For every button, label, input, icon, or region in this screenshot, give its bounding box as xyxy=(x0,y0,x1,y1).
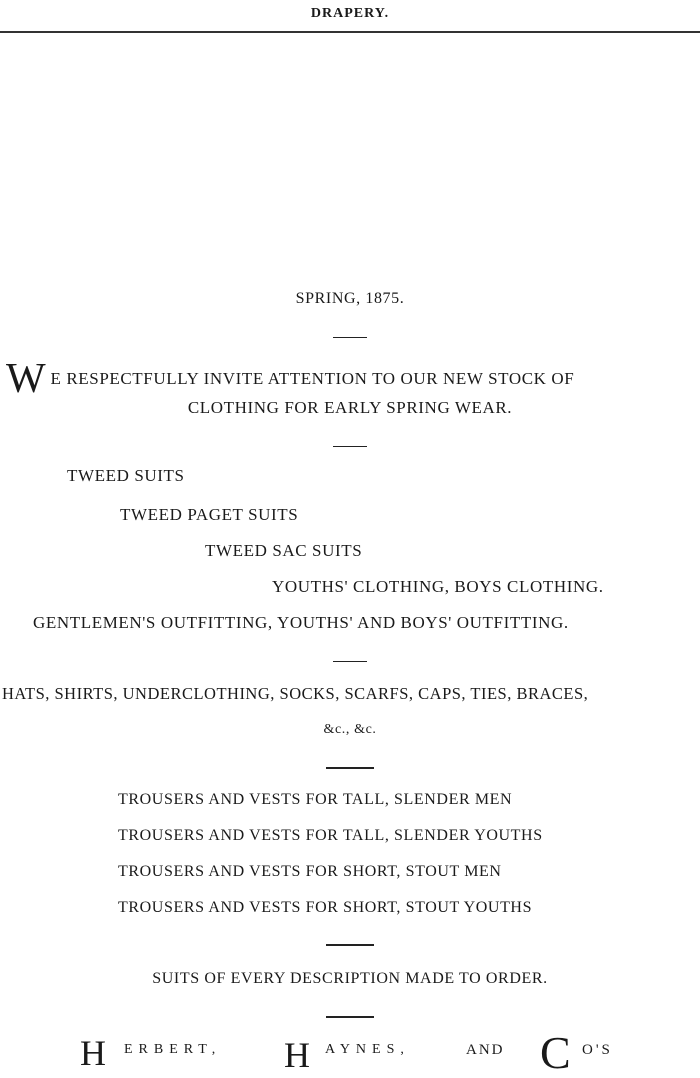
item-tweed-paget-suits: TWEED PAGET SUITS xyxy=(120,505,299,524)
section-title: DRAPERY. xyxy=(310,6,390,21)
etc-line: &c., &c. xyxy=(323,722,377,737)
firm-initial-h: H xyxy=(80,1033,106,1073)
intro-line-2: CLOTHING FOR EARLY SPRING WEAR. xyxy=(187,398,513,417)
firm-word-and: AND xyxy=(466,1042,505,1058)
firm-word-herbert: ERBERT, xyxy=(124,1042,222,1057)
divider-long xyxy=(326,767,374,769)
divider-short xyxy=(333,446,367,447)
divider-long xyxy=(326,944,374,946)
item-youths-clothing: YOUTHS' CLOTHING, BOYS CLOTHING. xyxy=(272,577,604,596)
firm-word-cos: O'S xyxy=(582,1042,613,1058)
divider-short xyxy=(333,337,367,338)
trousers-line: TROUSERS AND VESTS FOR TALL, SLENDER YOUTHS xyxy=(118,827,543,844)
accessories-line: HATS, SHIRTS, UNDERCLOTHING, SOCKS, SCARFS, CAPS, TIES, BRACES, xyxy=(2,684,589,703)
item-tweed-sac-suits: TWEED SAC SUITS xyxy=(205,541,363,560)
intro-line-1 xyxy=(6,358,700,400)
trousers-line: TROUSERS AND VESTS FOR TALL, SLENDER MEN xyxy=(118,791,513,808)
made-to-order-line: SUITS OF EVERY DESCRIPTION MADE TO ORDER. xyxy=(152,970,548,987)
header-rule xyxy=(0,31,700,33)
dropcap-w: W xyxy=(6,356,46,402)
firm-initial-c: C xyxy=(540,1027,571,1078)
firm-initial-h: H xyxy=(284,1035,310,1075)
divider-long xyxy=(326,1016,374,1018)
season-heading: SPRING, 1875. xyxy=(295,290,405,307)
intro-line-1-text: E RESPECTFULLY INVITE ATTENTION TO OUR NEW STOCK OF xyxy=(50,369,575,388)
divider-short xyxy=(333,661,367,662)
firm-word-haynes: AYNES, xyxy=(325,1042,410,1057)
item-tweed-suits: TWEED SUITS xyxy=(67,466,185,485)
item-gentlemens-outfitting: GENTLEMEN'S OUTFITTING, YOUTHS' AND BOYS' OUTFITTING. xyxy=(33,613,569,632)
trousers-line: TROUSERS AND VESTS FOR SHORT, STOUT MEN xyxy=(118,863,502,880)
firm-name xyxy=(0,1027,700,1078)
trousers-line: TROUSERS AND VESTS FOR SHORT, STOUT YOUTHS xyxy=(118,899,533,916)
